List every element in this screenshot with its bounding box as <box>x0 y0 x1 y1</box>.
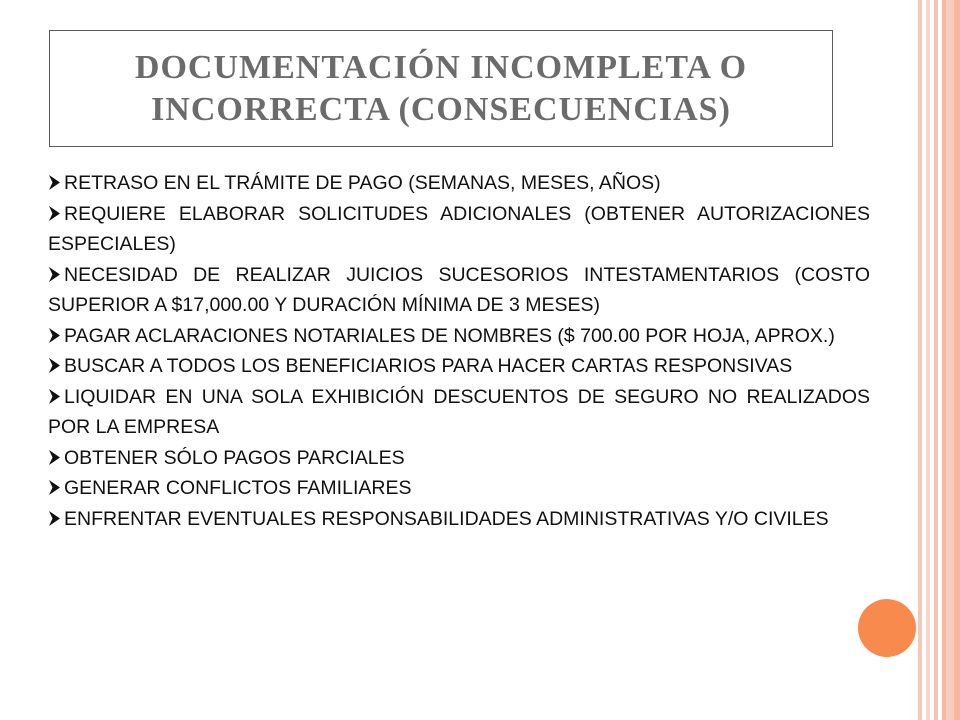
list-item-text: GENERAR CONFLICTOS FAMILIARES <box>64 477 412 499</box>
side-stripe <box>946 0 954 720</box>
list-item <box>48 321 870 352</box>
list-item-text: PAGAR ACLARACIONES NOTARIALES DE NOMBRES ($ 700.00 POR HOJA, APROX.) <box>64 324 835 347</box>
list-item-text: LIQUIDAR EN UNA SOLA EXHIBICIÓN DESCUENTOS DE SEGURO NO REALIZADOS POR LA EMPRESA <box>48 385 870 438</box>
arrow-bullet-icon <box>48 479 61 496</box>
arrow-bullet-icon <box>48 205 61 222</box>
list-item-text: NECESIDAD DE REALIZAR JUICIOS SUCESORIOS INTESTAMENTARIOS (COSTO SUPERIOR A $17,000.00 Y DURACIÓN MÍNIMA DE 3 MESES) <box>48 263 870 316</box>
list-item-text: BUSCAR A TODOS LOS BENEFICIARIOS PARA HACER CARTAS RESPONSIVAS <box>64 355 793 377</box>
list-item <box>48 504 870 535</box>
list-item-text: ENFRENTAR EVENTUALES RESPONSABILIDADES ADMINISTRATIVAS Y/O CIVILES <box>64 507 829 530</box>
arrow-bullet-icon <box>48 266 61 283</box>
arrow-bullet-icon <box>48 357 61 374</box>
list-item-text: RETRASO EN EL TRÁMITE DE PAGO (SEMANAS, MESES, AÑOS) <box>64 172 661 194</box>
list-item <box>48 443 870 474</box>
side-stripe <box>918 0 922 720</box>
arrow-bullet-icon <box>48 388 61 405</box>
consequences-list <box>48 168 870 534</box>
list-item-text: REQUIERE ELABORAR SOLICITUDES ADICIONALES (OBTENER AUTORIZACIONES ESPECIALES) <box>48 202 870 255</box>
arrow-bullet-icon <box>48 174 61 191</box>
list-item-text: OBTENER SÓLO PAGOS PARCIALES <box>64 446 405 469</box>
list-item <box>48 382 870 443</box>
arrow-bullet-icon <box>48 510 61 527</box>
list-item <box>48 168 870 199</box>
side-stripe <box>926 0 930 720</box>
list-item <box>48 260 870 321</box>
list-item <box>48 351 870 382</box>
list-item <box>48 473 870 504</box>
list-item <box>48 199 870 260</box>
slide-title: DOCUMENTACIÓN INCOMPLETA O INCORRECTA (CONSECUENCIAS) <box>134 48 748 128</box>
title-box <box>49 30 833 147</box>
arrow-bullet-icon <box>48 327 61 344</box>
accent-circle <box>858 599 916 657</box>
side-stripe <box>934 0 938 720</box>
arrow-bullet-icon <box>48 449 61 466</box>
